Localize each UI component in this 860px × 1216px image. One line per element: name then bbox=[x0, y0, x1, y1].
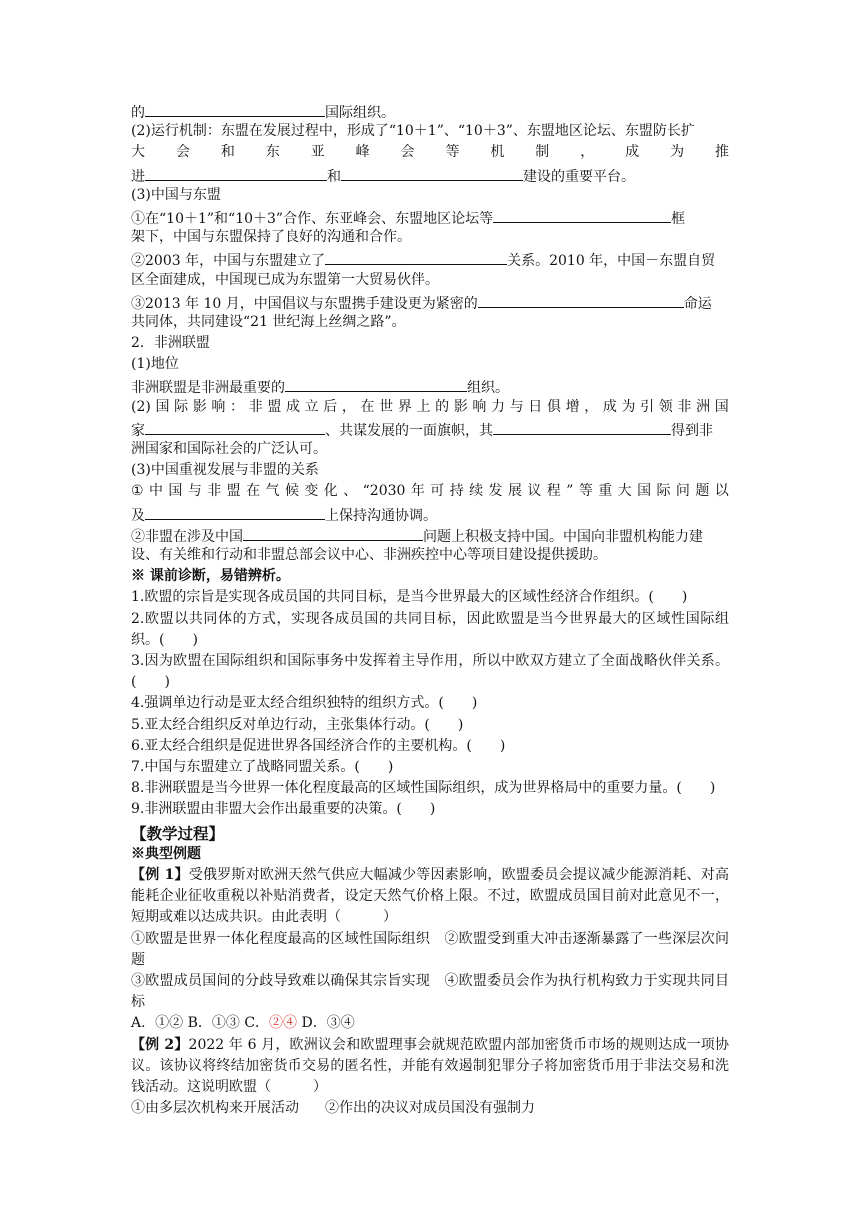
spread-char: 与 bbox=[509, 398, 524, 415]
spread-char: 国 bbox=[637, 483, 652, 500]
spread-char: 在 bbox=[246, 483, 261, 500]
spread-char: 后 bbox=[323, 398, 338, 415]
worksheet-page bbox=[131, 100, 729, 1119]
spread-char: 持 bbox=[449, 483, 464, 500]
spread-char: ， bbox=[584, 398, 599, 415]
spread-char: 会 bbox=[400, 144, 415, 161]
spread-char: 等 bbox=[445, 144, 460, 161]
blank bbox=[341, 164, 523, 181]
diagnosis-item: 3.因为欧盟在国际组织和国际事务中发挥着主导作用，所以中欧双方建立了全面战略伙伴关系。( ) bbox=[131, 652, 729, 691]
spread-char: ， bbox=[341, 398, 356, 415]
spread-char: ” bbox=[566, 483, 574, 500]
line-asean-mechanism: (2)运行机制：东盟在发展过程中，形成了“10＋1”、“10＋3”、东盟地区论坛、东盟防长扩 bbox=[131, 123, 695, 140]
spread-char: 非 bbox=[677, 398, 692, 415]
spread-char: 峰 bbox=[355, 144, 370, 161]
spread-char: 成 bbox=[625, 144, 640, 161]
spread-char: 化 bbox=[323, 483, 338, 500]
blank bbox=[493, 206, 671, 223]
diagnosis-item: 5.亚太经合组织反对单边行动，主张集体行动。( ) bbox=[131, 716, 464, 733]
blank bbox=[285, 375, 467, 392]
text-line: 设、有关维和行动和非盟总部会议中心、非洲疾控中心等项目建设提供援助。 bbox=[131, 546, 607, 563]
spread-char: 和 bbox=[220, 144, 235, 161]
diagnosis-item: 2.欧盟以共同体的方式，实现各成员国的共同目标，因此欧盟是当今世界最大的区域性国际组织。( ) bbox=[131, 610, 729, 648]
spread-char: 界 bbox=[397, 398, 412, 415]
diagnosis-item: 4.强调单边行动是亚太经合组织独特的组织方式。( ) bbox=[131, 695, 478, 712]
spread-char: 盟 bbox=[267, 398, 282, 415]
spread-char: 会 bbox=[175, 144, 190, 161]
spread-char: 响 bbox=[472, 398, 487, 415]
spread-char: 推 bbox=[714, 144, 729, 161]
line-china-asean-1: ①在“10＋1”和“10＋3”合作、东亚峰会、东盟地区论坛等 框 bbox=[131, 206, 729, 227]
line-asean-platform: 进 和 建设的重要平台。 bbox=[131, 164, 729, 185]
diagnosis-item: 7.中国与东盟建立了战略同盟关系。( ) bbox=[131, 758, 394, 775]
spread-char: 影 bbox=[192, 398, 207, 415]
spread-char: 日 bbox=[528, 398, 543, 415]
process-heading: 【教学过程】 bbox=[131, 823, 225, 843]
blank bbox=[478, 291, 684, 308]
spread-char: ： bbox=[230, 398, 245, 415]
text-line: 区全面建成，中国现已成为东盟第一大贸易伙伴。 bbox=[131, 271, 439, 288]
spread-char: 国 bbox=[168, 483, 183, 500]
diagnosis-item: 6.亚太经合组织是促进世界各国经济合作的主要机构。( ) bbox=[131, 737, 506, 754]
spread-char: 等 bbox=[578, 483, 593, 500]
examples-subheading: ※典型例题 bbox=[131, 845, 201, 862]
spread-char: 力 bbox=[491, 398, 506, 415]
spread-char: 增 bbox=[565, 398, 580, 415]
spread-char: 盟 bbox=[226, 483, 241, 500]
subheading: (1)地位 bbox=[131, 356, 179, 373]
spread-char: 展 bbox=[507, 483, 522, 500]
spread-char: 气 bbox=[265, 483, 280, 500]
spread-char: 在 bbox=[360, 398, 375, 415]
spread-char: 以 bbox=[714, 483, 729, 500]
spread-char: 变 bbox=[304, 483, 319, 500]
spread-char: 洲 bbox=[696, 398, 711, 415]
spread-char: 题 bbox=[695, 483, 710, 500]
blank bbox=[145, 418, 325, 435]
blank bbox=[145, 164, 327, 181]
spread-char: “2030 bbox=[362, 483, 406, 500]
spread-char: 成 bbox=[602, 398, 617, 415]
spread-char: 制 bbox=[535, 144, 550, 161]
spread-char: 非 bbox=[248, 398, 263, 415]
diagnosis-heading: ※ 课前诊断，易错辨析。 bbox=[131, 568, 290, 585]
line-au-coordination: 及 上保持沟通协调。 bbox=[131, 503, 729, 524]
spread-char: 大 bbox=[131, 144, 145, 161]
line-au-influence: 家 、共谋发展的一面旗帜，其 得到非 bbox=[131, 418, 729, 439]
spread-char: 候 bbox=[284, 483, 299, 500]
line-asean-status: 的 国际组织。 bbox=[131, 100, 729, 121]
diagnosis-item: 9.非洲联盟由非盟大会作出最重要的决策。( ) bbox=[131, 801, 436, 818]
spread-char: 影 bbox=[453, 398, 468, 415]
spread-char: 续 bbox=[469, 483, 484, 500]
example-1-choices: A．①② B．①③ C．②④ D．③④ bbox=[131, 1015, 355, 1032]
spread-char: 大 bbox=[617, 483, 632, 500]
line-au-status: 非洲联盟是非洲最重要的 组织。 bbox=[131, 375, 729, 396]
diagnosis-item: 8.非洲联盟是当今世界一体化程度最高的区域性国际组织，成为世界格局中的重要力量。( ) bbox=[131, 780, 716, 797]
blank bbox=[243, 524, 423, 541]
spread-char: 上 bbox=[416, 398, 431, 415]
line-justified-spread bbox=[131, 481, 729, 502]
spread-char: (2) bbox=[131, 398, 151, 415]
line-au-support: ②非盟在涉及中国 问题上积极支持中国。中国向非盟机构能力建 bbox=[131, 524, 729, 545]
spread-char: 立 bbox=[304, 398, 319, 415]
spread-char: ① bbox=[131, 483, 144, 500]
spread-char: 领 bbox=[658, 398, 673, 415]
example-1-options: ①欧盟是世界一体化程度最高的区域性国际组织 ②欧盟受到重大冲击逐渐暴露了一些深层次问题 bbox=[131, 930, 729, 968]
spread-char: 际 bbox=[174, 398, 189, 415]
spread-char: 与 bbox=[187, 483, 202, 500]
blank bbox=[145, 100, 325, 117]
diagnosis-item: 1.欧盟的宗旨是实现各成员国的共同目标，是当今世界最大的区域性经济合作组织。( ) bbox=[131, 589, 688, 606]
spread-char: ， bbox=[580, 144, 595, 161]
subheading-china-asean: (3)中国与东盟 bbox=[131, 186, 221, 203]
line-china-asean-3: ③2013 年 10 月，中国倡议与东盟携手建设更为紧密的 命运 bbox=[131, 291, 729, 312]
spread-char: 中 bbox=[148, 483, 163, 500]
spread-char: 为 bbox=[670, 144, 685, 161]
blank bbox=[325, 248, 507, 265]
spread-char: 重 bbox=[598, 483, 613, 500]
text-line: 架下，中国与东盟保持了良好的沟通和合作。 bbox=[131, 229, 411, 246]
spread-char: 机 bbox=[490, 144, 505, 161]
example-1-options: ③欧盟成员国间的分歧导致难以确保其宗旨实现 ④欧盟委员会作为执行机构致力于实现共同目标 bbox=[131, 972, 729, 1011]
spread-char: 引 bbox=[640, 398, 655, 415]
spread-char: 发 bbox=[488, 483, 503, 500]
spread-char: 东 bbox=[265, 144, 280, 161]
spread-char: 年 bbox=[410, 483, 425, 500]
spread-char: 非 bbox=[207, 483, 222, 500]
text-line: 洲国家和国际社会的广泛认可。 bbox=[131, 441, 327, 457]
spread-char: 世 bbox=[379, 398, 394, 415]
spread-char: 议 bbox=[527, 483, 542, 500]
example-1-question: 【例 1】受俄罗斯对欧洲天然气供应大幅减少等因素影响，欧盟委员会提议减少能源消耗、对高能耗企业征收重税以补贴消费者，设定天然气价格上限。不过，欧盟成员国目前对此意见不一，短期或难以达成共识。由此表明（ ） bbox=[131, 866, 729, 926]
line-justified-spread bbox=[131, 142, 729, 163]
section-title-au: 2．非洲联盟 bbox=[131, 335, 210, 352]
spread-char: 俱 bbox=[546, 398, 561, 415]
spread-char: 亚 bbox=[310, 144, 325, 161]
spread-char: 、 bbox=[343, 483, 358, 500]
line-china-asean-2: ②2003 年，中国与东盟建立了 关系。2010 年，中国－东盟自贸 bbox=[131, 248, 729, 269]
blank bbox=[145, 503, 325, 520]
spread-char: 国 bbox=[714, 398, 729, 415]
spread-char: 问 bbox=[675, 483, 690, 500]
spread-char: 响 bbox=[211, 398, 226, 415]
example-2-options: ①由多层次机构来开展活动 ②作出的决议对成员国没有强制力 bbox=[131, 1100, 535, 1117]
spread-char: 为 bbox=[621, 398, 636, 415]
subheading: (3)中国重视发展与非盟的关系 bbox=[131, 462, 319, 479]
spread-char: 程 bbox=[546, 483, 561, 500]
line-justified-spread bbox=[131, 397, 729, 418]
spread-char: 际 bbox=[656, 483, 671, 500]
answer-mark: ②④ bbox=[269, 1015, 298, 1032]
spread-char: 成 bbox=[285, 398, 300, 415]
text-line: 共同体，共同建设“21 世纪海上丝绸之路”。 bbox=[131, 313, 406, 330]
blank bbox=[493, 418, 671, 435]
spread-char: 可 bbox=[430, 483, 445, 500]
spread-char: 的 bbox=[435, 398, 450, 415]
example-2-question: 【例 2】2022 年 6 月，欧洲议会和欧盟理事会就规范欧盟内部加密货币市场的规则达成一项协议。该协议将终结加密货币交易的匿名性，并能有效遏制犯罪分子将加密货币用于非法交易和洗钱活动。这说明欧盟（ ） bbox=[131, 1036, 729, 1095]
spread-char: 国 bbox=[155, 398, 170, 415]
